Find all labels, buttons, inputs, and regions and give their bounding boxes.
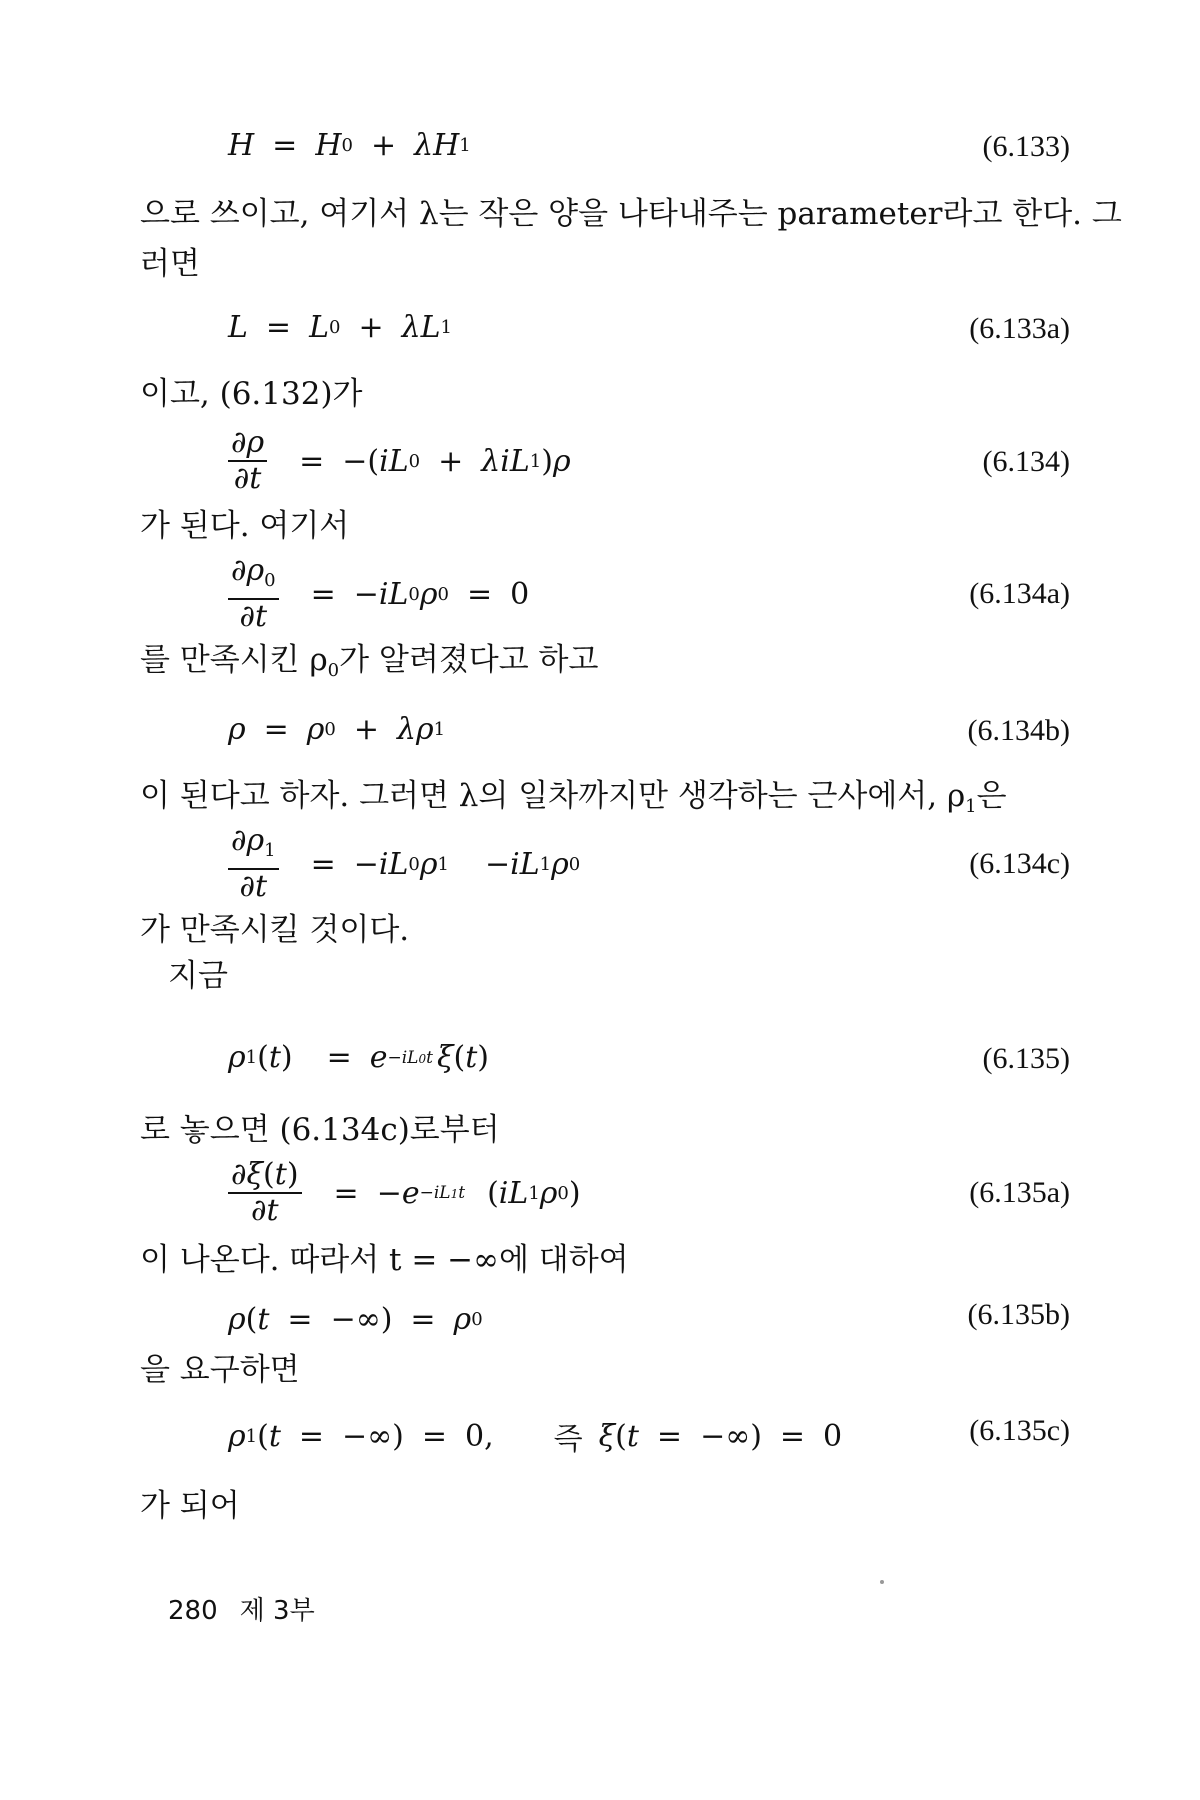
equation-number: (6.134b) [967, 714, 1070, 747]
paragraph-line: 를 만족시킨 $\rho_0$가 알려졌다고 하고 [140, 642, 599, 681]
equation-number: (6.134) [982, 445, 1070, 478]
equation-number: (6.135b) [967, 1298, 1070, 1331]
equation-6-133a: L = L 0 + λL 1 [228, 310, 452, 345]
equation-number: (6.135) [982, 1042, 1070, 1075]
equation-number: (6.134c) [969, 847, 1070, 880]
equation-number: (6.133) [982, 130, 1070, 163]
equation-number: (6.134a) [969, 577, 1070, 610]
equation-6-135b: ρ ( t = −∞) = ρ 0 [228, 1302, 483, 1337]
equation-number: (6.135a) [969, 1176, 1070, 1209]
equation-6-135a: $\frac{\partial\xi(t)}{\partial t}$ = − e −iL1t ( iL 1 ρ 0 ) [228, 1160, 581, 1226]
page-number: 280 [168, 1596, 218, 1626]
paragraph-line: 가 되어 [140, 1488, 240, 1524]
paragraph-line: 을 요구하면 [140, 1352, 300, 1388]
equation-6-134a: $\frac{\partial\rho_0}{\partial t}$ = − iL 0 ρ 0 = 0 [228, 556, 529, 632]
paragraph-line: 이고, (6.132)가 [140, 376, 363, 412]
paragraph-line: 가 된다. 여기서 [140, 508, 350, 544]
equation-6-134c: $\frac{\partial\rho_1}{\partial t}$ = − iL 0 ρ 1 − iL 1 ρ 0 [228, 826, 580, 902]
equation-6-133: H = H 0 + λH 1 [228, 128, 471, 163]
equation-6-134: $\frac{\partial\rho}{\partial t}$ = −( iL 0 + λiL 1 ) ρ [228, 428, 571, 494]
paragraph-line: 이 된다고 하자. 그러면 λ의 일차까지만 생각하는 근사에서, $\rho_1$은 [140, 778, 1007, 817]
paragraph-line: 이 나온다. 따라서 t = −∞에 대하여 [140, 1242, 629, 1278]
paragraph-line: 가 만족시킬 것이다. [140, 912, 410, 948]
equation-6-134b: ρ = ρ 0 + λρ 1 [228, 712, 446, 747]
scan-speck [880, 1580, 884, 1584]
equation-6-135c: ρ 1 ( t = −∞) = 0, 즉 ξ ( t = −∞) = 0 [228, 1418, 843, 1457]
equation-6-135: ρ 1 ( t ) = e −iL0t ξ ( t ) [228, 1040, 489, 1075]
page-footer [168, 1590, 315, 1627]
equation-number: (6.133a) [969, 312, 1070, 345]
paragraph-line: 로 놓으면 (6.134c)로부터 [140, 1112, 500, 1148]
paragraph-line: 러면 [140, 246, 200, 282]
paragraph-line: 으로 쓰이고, 여기서 λ는 작은 양을 나타내주는 parameter라고 한다. 그 [140, 196, 1122, 232]
paragraph-line: 지금 [168, 958, 228, 994]
equation-number: (6.135c) [969, 1414, 1070, 1447]
part-label: 제 3부 [239, 1596, 315, 1626]
